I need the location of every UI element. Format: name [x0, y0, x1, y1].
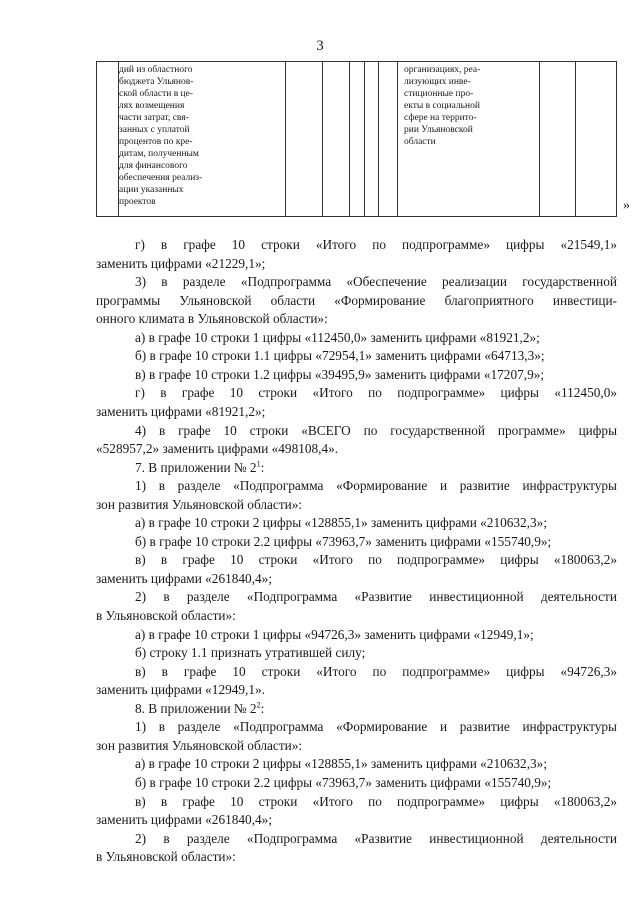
table-cell-line: ации указанных [119, 185, 184, 195]
table-cell-recipients [404, 64, 500, 148]
text-line: «528957,2» заменить цифрами «498108,4». [96, 441, 339, 457]
text-line: в) в графе 10 строки «Итого по подпрограмме» цифры «180063,2» [135, 552, 617, 568]
table-cell-line: екты в социальной [404, 101, 480, 111]
table-cell-line: проектов [119, 197, 156, 207]
table-cell-line: части затрат, свя- [119, 113, 189, 123]
superscript: 2 [256, 700, 261, 710]
text-line: 4) в графе 10 строки «ВСЕГО по государственной программе» цифры [135, 422, 617, 438]
text-line: г) в графе 10 строки «Итого по подпрограмме» цифры «21549,1» [135, 237, 617, 252]
table-cell-description [119, 64, 251, 208]
text-line: б) в графе 10 строки 2.2 цифры «73963,7» заменить цифрами «155740,9»; [135, 533, 552, 549]
table-cell-line: для финансового [119, 161, 188, 171]
table-column-divider [349, 62, 350, 216]
text-line: б) в графе 10 строки 1.1 цифры «72954,1» заменить цифрами «64713,3»; [135, 348, 545, 364]
text-line: 8. В приложении № $2^2$: [135, 700, 265, 716]
text-line: 2) в разделе «Подпрограмма «Развитие инвестиционной деятельности [135, 830, 617, 846]
table-fragment [96, 61, 617, 217]
table-cell-line: дитам, полученным [119, 149, 199, 159]
text-line: в Ульяновской области»: [96, 608, 236, 623]
text-line: 1) в разделе «Подпрограмма «Формирование и развитие инфраструктуры [135, 719, 617, 735]
text-line: 7. В приложении № $2^1$: [135, 459, 265, 475]
table-cell-line: лях возмещения [119, 101, 185, 111]
table-cell-line: ской области в це- [119, 89, 194, 99]
text-line: в) в графе 10 строки «Итого по подпрограмме» цифры «94726,3» [135, 663, 617, 679]
text-line: зон развития Ульяновской области»: [96, 496, 303, 512]
table-column-divider [285, 62, 286, 216]
text-line: заменить цифрами «12949,1». [96, 682, 265, 698]
text-line: онного климата в Ульяновской области»: [96, 311, 328, 327]
table-cell-line: рии Ульяновской [404, 125, 473, 135]
text-line: 1) в разделе «Подпрограмма «Формирование и развитие инфраструктуры [135, 478, 617, 494]
text-line: заменить цифрами «21229,1»; [96, 255, 266, 271]
text-line: а) в графе 10 строки 1 цифры «112450,0» заменить цифрами «81921,2»; [135, 329, 540, 345]
table-cell-line: области [404, 137, 436, 147]
table-cell-line: дий из областного [119, 65, 193, 75]
table-cell-line: бюджета Ульянов- [119, 77, 194, 87]
text-line: программы Ульяновской области «Формирование благоприятного инвестици- [96, 292, 617, 308]
table-closing-quote: » [623, 198, 630, 213]
text-line: 2) в разделе «Подпрограмма «Развитие инвестиционной деятельности [135, 589, 617, 605]
text-line: г) в графе 10 строки «Итого по подпрограмме» цифры «112450,0» [135, 385, 617, 401]
table-column-divider [364, 62, 365, 216]
text-line: а) в графе 10 строки 2 цифры «128855,1» заменить цифрами «210632,3»; [135, 756, 548, 772]
table-column-divider [322, 62, 323, 216]
table-cell-line: обеспечения реализ- [119, 173, 203, 183]
table-cell-line: организациях, реа- [404, 65, 481, 75]
superscript: 1 [256, 459, 261, 469]
table-column-divider [378, 62, 379, 216]
text-line: заменить цифрами «261840,4»; [96, 812, 273, 828]
text-line: заменить цифрами «81921,2»; [96, 403, 266, 419]
page-number: 3 [316, 38, 324, 54]
table-cell-line: сфере на террито- [404, 113, 477, 123]
text-line: а) в графе 10 строки 2 цифры «128855,1» заменить цифрами «210632,3»; [135, 515, 548, 531]
table-cell-line: лизующих инве- [404, 77, 471, 87]
text-line: в) в графе 10 строки «Итого по подпрограмме» цифры «180063,2» [135, 793, 617, 809]
table-cell-line: занных с уплатой [119, 125, 190, 135]
table-column-divider [575, 62, 576, 216]
text-line: в) в графе 10 строки 1.2 цифры «39495,9» заменить цифрами «17207,9»; [135, 366, 545, 382]
text-line: б) строку 1.1 признать утратившей силу; [135, 645, 366, 661]
text-line: б) в графе 10 строки 2.2 цифры «73963,7» заменить цифрами «155740,9»; [135, 774, 552, 790]
text-line: 3) в разделе «Подпрограмма «Обеспечение реализации государственной [135, 274, 617, 290]
text-line: зон развития Ульяновской области»: [96, 737, 303, 753]
text-line: заменить цифрами «261840,4»; [96, 570, 273, 586]
text-line: а) в графе 10 строки 1 цифры «94726,3» заменить цифрами «12949,1»; [135, 626, 534, 642]
text-line: в Ульяновской области»: [96, 849, 236, 865]
table-cell-line: процентов по кре- [119, 137, 193, 147]
table-column-divider [397, 62, 398, 216]
table-cell-line: стиционные про- [404, 89, 474, 99]
table-column-divider [539, 62, 540, 216]
